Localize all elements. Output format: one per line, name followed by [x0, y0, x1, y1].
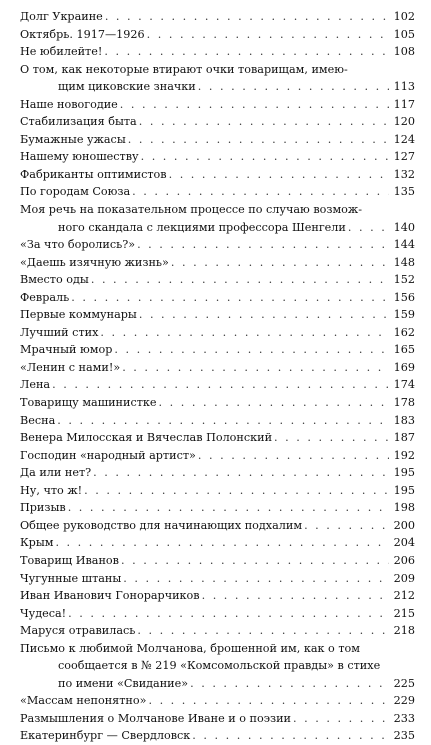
- dot-leader: [137, 236, 389, 254]
- toc-entry-title: «Даешь изячную жизнь»: [20, 255, 169, 269]
- toc-page-number: 113: [393, 80, 415, 94]
- toc-page-number: 174: [393, 378, 415, 392]
- toc-page-number: 132: [393, 167, 415, 181]
- toc-entry: [20, 61, 415, 79]
- toc-page-number: 200: [393, 518, 415, 532]
- toc-page-number: 233: [393, 711, 415, 725]
- toc-entry-title: Да или нет?: [20, 466, 92, 480]
- dot-leader: [348, 219, 389, 237]
- toc-page-number: 152: [393, 273, 415, 287]
- toc-entry-title: Ну, что ж!: [20, 483, 83, 497]
- toc-page-number: 140: [393, 220, 415, 234]
- toc-entry-title: Мрачный юмор: [20, 343, 113, 357]
- toc-entry-continuation: [20, 219, 415, 237]
- toc-entry-title: О том, как некоторые втирают очки товарищам, имею-: [20, 62, 348, 76]
- dot-leader: [105, 8, 389, 26]
- toc-entry: [20, 26, 415, 44]
- toc-page-number: 148: [393, 255, 415, 269]
- toc-page-number: 102: [393, 10, 415, 23]
- toc-entry: [20, 341, 415, 359]
- toc-entry: [20, 183, 415, 201]
- toc-page-number: 209: [393, 571, 415, 585]
- dot-leader: [55, 534, 389, 552]
- dot-leader: [293, 710, 389, 728]
- dot-leader: [171, 254, 389, 272]
- dot-leader: [141, 148, 389, 166]
- toc-entry-title: Товарищ Иванов: [20, 553, 119, 567]
- toc-page-number: 225: [393, 676, 415, 690]
- toc-entry-title: Иван Иванович Гонорарчиков: [20, 589, 200, 603]
- toc-entry: [20, 622, 415, 640]
- toc-entry: [20, 692, 415, 710]
- toc-entry-title: щим циковские значки: [58, 80, 196, 94]
- toc-entry-title: Февраль: [20, 290, 70, 304]
- toc-entry-title: Не юбилейте!: [20, 45, 103, 59]
- dot-leader: [198, 447, 389, 465]
- toc-entry: [20, 552, 415, 570]
- toc-entry-title: По городам Союза: [20, 185, 131, 199]
- dot-leader: [139, 113, 389, 131]
- toc-page-number: 195: [393, 483, 415, 497]
- dot-leader: [274, 429, 389, 447]
- toc-entry: [20, 710, 415, 728]
- dot-leader: [57, 412, 389, 430]
- dot-leader: [84, 482, 389, 500]
- toc-entry-title: Октябрь. 1917—1926: [20, 27, 145, 41]
- toc-entry-title: «Ленин с нами!»: [20, 360, 121, 374]
- dot-leader: [68, 499, 389, 517]
- toc-entry-title: Общее руководство для начинающих подхалим: [20, 518, 303, 532]
- toc-entry-title: по имени «Свидание»: [58, 676, 189, 690]
- toc-entry-title: Господин «народный артист»: [20, 448, 196, 462]
- dot-leader: [52, 376, 389, 394]
- toc-entry: [20, 376, 415, 394]
- dot-leader: [190, 675, 389, 693]
- dot-leader: [93, 464, 389, 482]
- toc-entry: [20, 499, 415, 517]
- toc-entry-continuation: [20, 657, 415, 675]
- toc-page-number: 135: [393, 185, 415, 199]
- toc-entry-title: Первые коммунары: [20, 308, 137, 322]
- toc-page-number: 144: [393, 238, 415, 252]
- dot-leader: [128, 131, 389, 149]
- toc-entry: [20, 148, 415, 166]
- toc-entry-title: «Массам непонятно»: [20, 694, 147, 708]
- toc-entry: [20, 96, 415, 114]
- toc-entry: [20, 447, 415, 465]
- toc-entry-title: Чугунные штаны: [20, 571, 122, 585]
- toc-entry: [20, 534, 415, 552]
- toc-entry-continuation: [20, 675, 415, 693]
- toc-page-number: 195: [393, 466, 415, 480]
- dot-leader: [139, 306, 389, 324]
- toc-entry-title: Екатеринбург — Свердловск: [20, 729, 191, 743]
- toc-entry-title: Весна: [20, 413, 56, 427]
- toc-page-number: 105: [393, 27, 415, 41]
- toc-entry: [20, 113, 415, 131]
- toc-entry-title: Моя речь на показательном процессе по случаю возмож-: [20, 203, 362, 217]
- toc-entry-title: Призыв: [20, 501, 66, 515]
- toc-entry-title: Товарищу машинистке: [20, 396, 157, 410]
- toc-page-number: 120: [393, 115, 415, 129]
- toc-page-number: 117: [393, 97, 415, 111]
- toc-entry: [20, 324, 415, 342]
- toc-entry: [20, 517, 415, 535]
- toc-entry: [20, 394, 415, 412]
- toc-entry-title: Наше новогодие: [20, 97, 118, 111]
- toc-entry-title: Маруся отравилась: [20, 624, 136, 638]
- toc-page-number: 156: [393, 290, 415, 304]
- toc-entry: [20, 306, 415, 324]
- toc-entry: [20, 289, 415, 307]
- dot-leader: [304, 517, 389, 535]
- toc-entry-title: Размышления о Молчанове Иване и о поэзии: [20, 711, 292, 725]
- toc-entry: [20, 43, 415, 61]
- dot-leader: [192, 727, 389, 745]
- dot-leader: [202, 587, 389, 605]
- toc-entry-title: Долг Украине: [20, 10, 103, 23]
- toc-entry: [20, 429, 415, 447]
- dot-leader: [104, 43, 389, 61]
- toc-entry-title: Чудеса!: [20, 606, 67, 620]
- toc-list: [20, 8, 415, 745]
- toc-page-number: 204: [393, 536, 415, 550]
- toc-entry: [20, 359, 415, 377]
- toc-entry: [20, 640, 415, 658]
- toc-entry: [20, 131, 415, 149]
- toc-page-number: 178: [393, 396, 415, 410]
- dot-leader: [122, 359, 389, 377]
- dot-leader: [147, 26, 389, 44]
- toc-entry-title: Письмо к любимой Молчанова, брошенной им, как о том: [20, 641, 360, 655]
- toc-page-number: 159: [393, 308, 415, 322]
- toc-entry: [20, 254, 415, 272]
- toc-entry-title: Лучший стих: [20, 325, 99, 339]
- toc-entry-title: «За что боролись?»: [20, 238, 136, 252]
- toc-entry-title: Фабриканты оптимистов: [20, 167, 167, 181]
- toc-entry: [20, 271, 415, 289]
- dot-leader: [148, 692, 389, 710]
- toc-page-number: 187: [393, 431, 415, 445]
- toc-entry: [20, 201, 415, 219]
- toc-entry: [20, 236, 415, 254]
- toc-entry: [20, 587, 415, 605]
- toc-entry-title: Вместо оды: [20, 273, 89, 287]
- toc-entry: [20, 412, 415, 430]
- toc-page-number: 215: [393, 606, 415, 620]
- dot-leader: [169, 166, 389, 184]
- dot-leader: [100, 324, 389, 342]
- dot-leader: [120, 96, 389, 114]
- toc-entry: [20, 727, 415, 745]
- toc-entry-title: Лена: [20, 378, 51, 392]
- toc-page-number: 165: [393, 343, 415, 357]
- toc-entry: [20, 464, 415, 482]
- toc-entry-title: ного скандала с лекциями профессора Шенгели: [58, 220, 346, 234]
- toc-entry-title: Крым: [20, 536, 54, 550]
- toc-page-number: 218: [393, 624, 415, 638]
- dot-leader: [91, 271, 389, 289]
- toc-entry: [20, 8, 415, 26]
- toc-entry-title: Нашему юношеству: [20, 150, 139, 164]
- dot-leader: [159, 394, 389, 412]
- toc-page-number: 127: [393, 150, 415, 164]
- toc-entry: [20, 166, 415, 184]
- dot-leader: [68, 605, 389, 623]
- toc-page-number: 235: [393, 729, 415, 743]
- toc-entry: [20, 482, 415, 500]
- toc-entry: [20, 605, 415, 623]
- toc-entry: [20, 570, 415, 588]
- dot-leader: [121, 552, 389, 570]
- dot-leader: [123, 570, 389, 588]
- toc-entry-continuation: [20, 78, 415, 96]
- dot-leader: [114, 341, 389, 359]
- toc-page-number: 162: [393, 325, 415, 339]
- dot-leader: [137, 622, 389, 640]
- toc-page-number: 108: [393, 45, 415, 59]
- toc-page-number: 192: [393, 448, 415, 462]
- toc-page-number: 229: [393, 694, 415, 708]
- dot-leader: [132, 183, 389, 201]
- toc-page-number: 183: [393, 413, 415, 427]
- toc-page-number: 212: [393, 589, 415, 603]
- toc-page-number: 169: [393, 360, 415, 374]
- toc-page-number: 206: [393, 553, 415, 567]
- dot-leader: [198, 78, 389, 96]
- toc-entry-title: сообщается в № 219 «Комсомольской правды» в стихе: [58, 659, 381, 673]
- toc-entry-title: Бумажные ужасы: [20, 132, 126, 146]
- toc-page-number: 198: [393, 501, 415, 515]
- dot-leader: [71, 289, 389, 307]
- toc-entry-title: Венера Милосская и Вячеслав Полонский: [20, 431, 273, 445]
- toc-entry-title: Стабилизация быта: [20, 115, 137, 129]
- toc-page-number: 124: [393, 132, 415, 146]
